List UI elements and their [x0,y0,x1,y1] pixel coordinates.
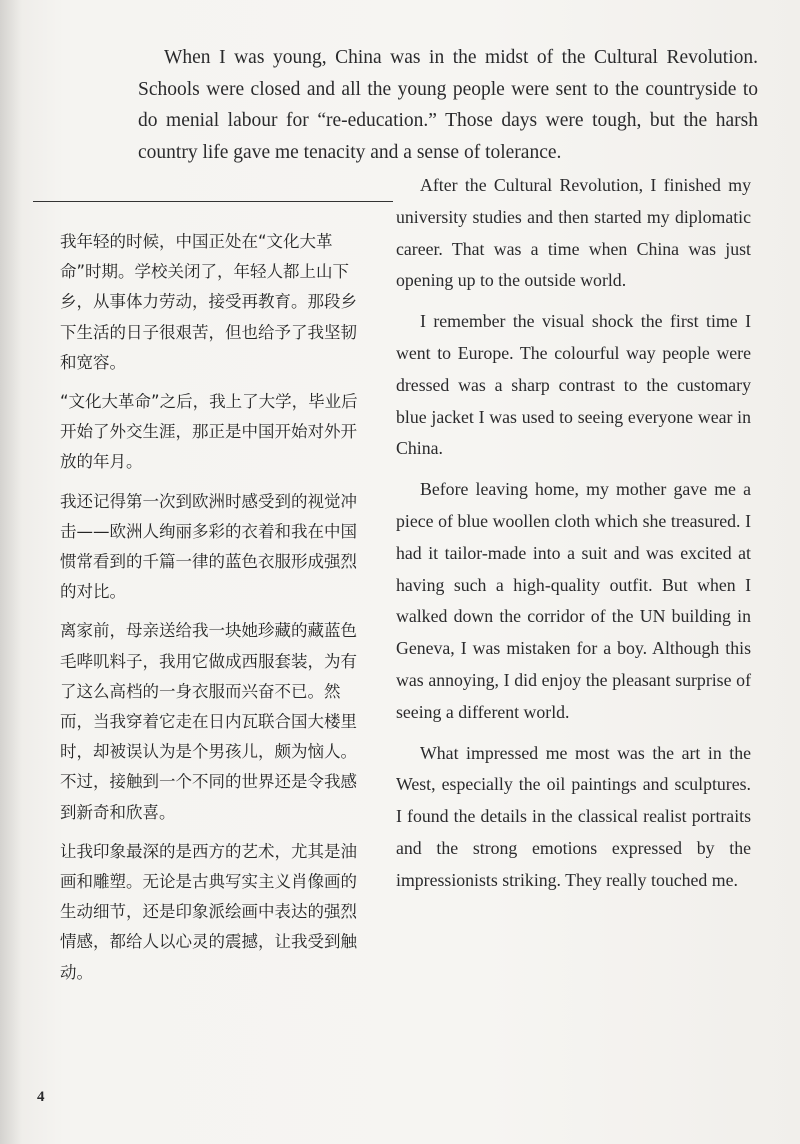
english-column [396,170,751,906]
zh-paragraph: 我还记得第一次到欧洲时感受到的视觉冲击——欧洲人绚丽多彩的衣着和我在中国惯常看到的千篇一律的蓝色衣服形成强烈的对比。 [60,491,357,602]
intro-text [138,42,758,168]
en-paragraph: After the Cultural Revolution, I finished my university studies and then started my diplomatic career. That was a time when China was just opening up to the outside world. [396,175,751,291]
page-number: 4 [37,1089,45,1105]
column-divider-rule [33,201,393,202]
intro-paragraph: When I was young, China was in the midst of the Cultural Revolution. Schools were closed and all the young people were sent to the countryside to do menial labour for “re-education.” Those days were tough, but the harsh country life gave me tenacity and a sense of tolerance. [138,47,758,163]
zh-paragraph: 我年轻的时候，中国正处在“文化大革命”时期。学校关闭了，年轻人都上山下乡，从事体力劳动，接受再教育。那段乡下生活的日子很艰苦，但也给予了我坚韧和宽容。 [60,232,357,372]
zh-paragraph: 离家前，母亲送给我一块她珍藏的藏蓝色毛哔叽料子，我用它做成西服套装，为有了这么高档的一身衣服而兴奋不已。然而，当我穿着它走在日内瓦联合国大楼里时，却被误认为是个男孩儿，颇为恼人。不过，接触到一个不同的世界还是令我感到新奇和欣喜。 [60,621,357,822]
en-paragraph: What impressed me most was the art in the West, especially the oil paintings and sculptures. I found the details in the classical realist portraits and the strong emotions expressed by the impressionists striking. They really touched me. [396,742,751,890]
spine-shadow [0,0,22,1144]
en-paragraph: Before leaving home, my mother gave me a piece of blue woollen cloth which she treasured. I had it tailor-made into a suit and was excited at having such a high-quality outfit. But when I walked down the corridor of the UN building in Geneva, I was mistaken for a boy. Although this was annoying, I did enjoy the pleasant surprise of seeing a different world. [396,479,751,722]
en-paragraph: I remember the visual shock the first time I went to Europe. The colourful way people were dressed was a sharp contrast to the customary blue jacket I was used to seeing everyone wear in China. [396,311,751,459]
zh-paragraph: “文化大革命”之后，我上了大学，毕业后开始了外交生涯，那正是中国开始对外开放的年月。 [60,392,358,472]
zh-paragraph: 让我印象最深的是西方的艺术，尤其是油画和雕塑。无论是古典写实主义肖像画的生动细节，还是印象派绘画中表达的强烈情感，都给人以心灵的震撼，让我受到触动。 [60,841,357,982]
chinese-column [60,227,360,997]
